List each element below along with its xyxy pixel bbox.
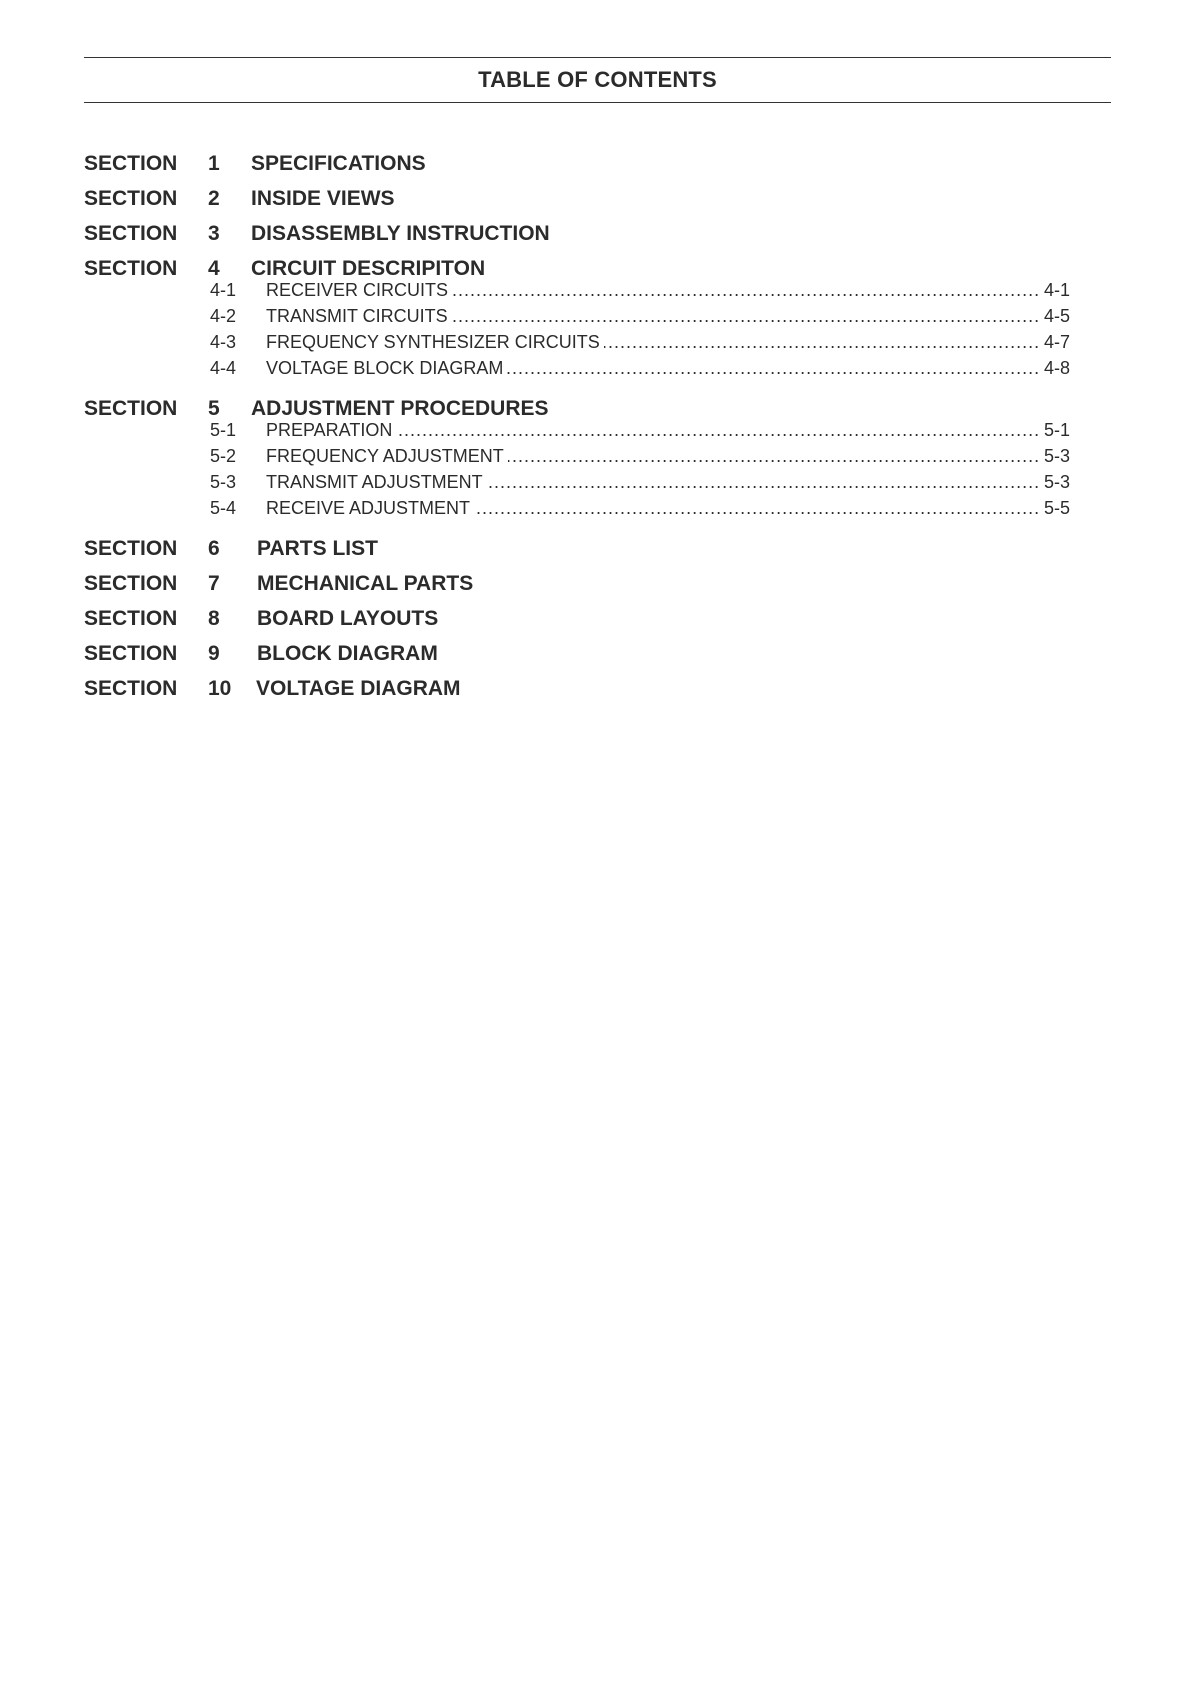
- toc-section-10: [84, 671, 1111, 706]
- section-word: SECTION: [84, 677, 178, 700]
- subitem-page: 4-8: [1044, 358, 1071, 378]
- subitem-number: 4-1: [210, 280, 237, 300]
- subitem-leader: [266, 469, 1040, 495]
- section-number: 2: [208, 187, 220, 210]
- subitem-title: RECEIVE ADJUSTMENT: [266, 498, 474, 518]
- section-number: 4: [208, 257, 220, 280]
- subitem-number: 5-3: [210, 472, 237, 492]
- toc-subitem: [84, 495, 1111, 521]
- subitem-title: FREQUENCY ADJUSTMENT: [266, 446, 508, 466]
- subitem-leader: [266, 495, 1040, 521]
- subitem-leader: [266, 303, 1040, 329]
- subitem-leader: [266, 329, 1040, 355]
- subitem-page: 5-3: [1044, 472, 1071, 492]
- section-title: PARTS LIST: [257, 537, 378, 560]
- header-top-rule: [84, 57, 1111, 58]
- section-word: SECTION: [84, 257, 178, 280]
- page-title: TABLE OF CONTENTS: [478, 67, 717, 92]
- section-title: VOLTAGE DIAGRAM: [256, 677, 461, 700]
- toc-subitem: [84, 303, 1111, 329]
- section-word: SECTION: [84, 537, 178, 560]
- section-word: SECTION: [84, 187, 178, 210]
- section-number: 9: [208, 642, 220, 665]
- section-number: 8: [208, 607, 220, 630]
- section-number: 10: [208, 677, 232, 700]
- subitem-page: 5-1: [1044, 420, 1071, 440]
- subitem-number: 5-4: [210, 498, 237, 518]
- toc-subitem: [84, 443, 1111, 469]
- toc-subitem: [84, 469, 1111, 495]
- toc-subitem: [84, 329, 1111, 355]
- section-word: SECTION: [84, 642, 178, 665]
- section-title: SPECIFICATIONS: [251, 152, 426, 175]
- header-bottom-rule: [84, 102, 1111, 103]
- section-number: 7: [208, 572, 220, 595]
- toc-section-7: [84, 566, 1111, 601]
- toc-section-9: [84, 636, 1111, 671]
- section-title: MECHANICAL PARTS: [257, 572, 474, 595]
- subitem-number: 4-2: [210, 306, 237, 326]
- toc-subitem: [84, 417, 1111, 443]
- section-5-subitems: [84, 417, 1111, 521]
- section-word: SECTION: [84, 607, 178, 630]
- subitem-title: TRANSMIT CIRCUITS: [266, 306, 452, 326]
- section-word: SECTION: [84, 397, 178, 420]
- subitem-number: 4-4: [210, 358, 237, 378]
- section-number: 1: [208, 152, 220, 175]
- subitem-leader: [266, 277, 1040, 303]
- section-title: ADJUSTMENT PROCEDURES: [251, 397, 549, 420]
- subitem-leader: [266, 355, 1040, 381]
- toc-section-8: [84, 601, 1111, 636]
- subitem-title: VOLTAGE BLOCK DIAGRAM: [266, 358, 507, 378]
- section-number: 5: [208, 397, 220, 420]
- section-word: SECTION: [84, 222, 178, 245]
- toc-section-1: [84, 146, 1111, 181]
- section-4-subitems: [84, 277, 1111, 381]
- subitem-page: 4-1: [1044, 280, 1071, 300]
- section-title: INSIDE VIEWS: [251, 187, 395, 210]
- subitem-number: 5-1: [210, 420, 237, 440]
- section-word: SECTION: [84, 152, 178, 175]
- section-word: SECTION: [84, 572, 178, 595]
- section-number: 6: [208, 537, 220, 560]
- toc-subitem: [84, 277, 1111, 303]
- subitem-leader: [266, 417, 1040, 443]
- subitem-page: 4-5: [1044, 306, 1071, 326]
- subitem-title: PREPARATION: [266, 420, 396, 440]
- subitem-page: 5-3: [1044, 446, 1071, 466]
- subitem-title: FREQUENCY SYNTHESIZER CIRCUITS: [266, 332, 604, 352]
- toc-subitem: [84, 355, 1111, 381]
- table-of-contents: [84, 146, 1111, 706]
- subitem-title: RECEIVER CIRCUITS: [266, 280, 452, 300]
- section-title: DISASSEMBLY INSTRUCTION: [251, 222, 550, 245]
- section-title: BOARD LAYOUTS: [257, 607, 439, 630]
- subitem-page: 5-5: [1044, 498, 1071, 518]
- toc-section-6: [84, 531, 1111, 566]
- toc-section-3: [84, 216, 1111, 251]
- subitem-leader: [266, 443, 1040, 469]
- subitem-title: TRANSMIT ADJUSTMENT: [266, 472, 487, 492]
- toc-section-2: [84, 181, 1111, 216]
- subitem-page: 4-7: [1044, 332, 1071, 352]
- subitem-number: 5-2: [210, 446, 237, 466]
- section-title: CIRCUIT DESCRIPITON: [251, 257, 486, 280]
- section-number: 3: [208, 222, 220, 245]
- section-title: BLOCK DIAGRAM: [257, 642, 438, 665]
- subitem-number: 4-3: [210, 332, 237, 352]
